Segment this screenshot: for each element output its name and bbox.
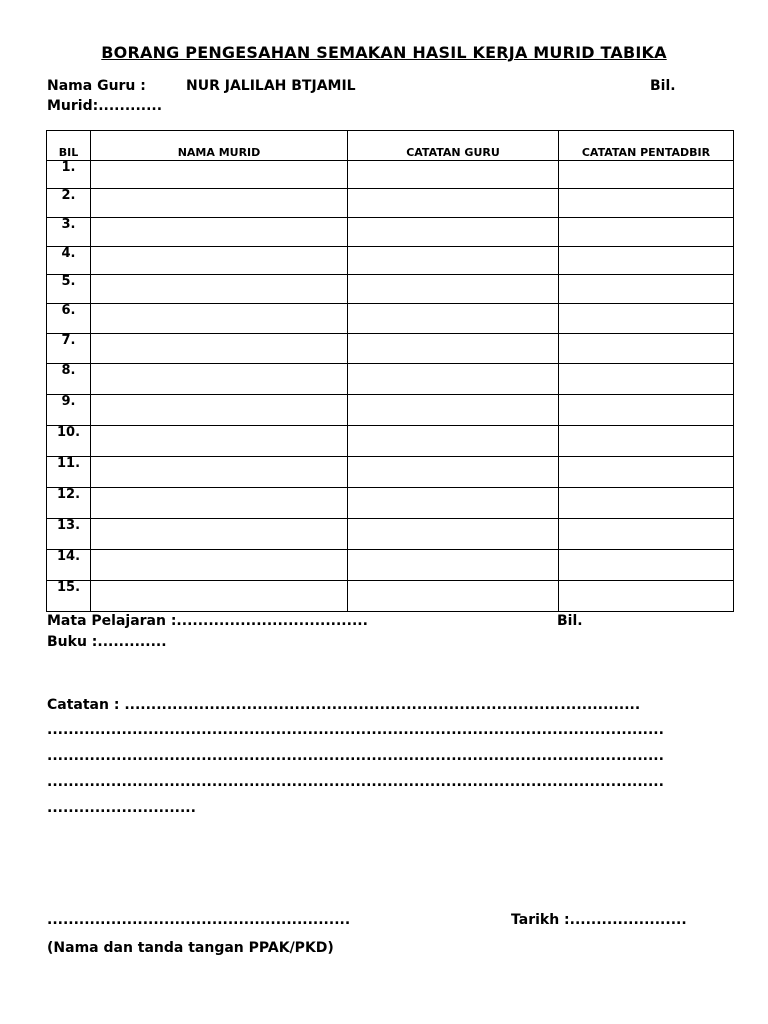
table-row xyxy=(47,364,734,395)
catatan-pentadbir-cell xyxy=(559,395,734,426)
nama-murid-cell xyxy=(91,395,348,426)
notes-line-1: Catatan : ................................................................................................. xyxy=(47,697,641,713)
notes-line-4: .................................................................................................................... xyxy=(47,774,664,790)
row-number: 7. xyxy=(47,334,91,364)
table-row xyxy=(47,334,734,364)
catatan-guru-cell xyxy=(348,364,559,395)
row-number: 11. xyxy=(47,457,91,488)
row-number: 10. xyxy=(47,426,91,457)
catatan-pentadbir-cell xyxy=(559,189,734,218)
catatan-pentadbir-cell xyxy=(559,550,734,581)
column-header-bil: BIL xyxy=(47,131,91,161)
date-field: Tarikh :...................... xyxy=(511,912,687,928)
table-row xyxy=(47,304,734,334)
table-row xyxy=(47,247,734,275)
nama-murid-cell xyxy=(91,488,348,519)
catatan-guru-cell xyxy=(348,334,559,364)
row-number: 5. xyxy=(47,275,91,304)
nama-murid-cell xyxy=(91,304,348,334)
column-header-catatan-guru: CATATAN GURU xyxy=(348,131,559,161)
nama-murid-cell xyxy=(91,161,348,189)
catatan-guru-cell xyxy=(348,519,559,550)
catatan-pentadbir-cell xyxy=(559,457,734,488)
table-row xyxy=(47,426,734,457)
nama-murid-cell xyxy=(91,457,348,488)
nama-murid-cell xyxy=(91,519,348,550)
table-row xyxy=(47,488,734,519)
row-number: 4. xyxy=(47,247,91,275)
table-header-row xyxy=(47,131,734,161)
catatan-guru-cell xyxy=(348,304,559,334)
catatan-pentadbir-cell xyxy=(559,581,734,612)
nama-murid-cell xyxy=(91,426,348,457)
nama-murid-cell xyxy=(91,550,348,581)
student-count-label: Bil. xyxy=(650,78,676,94)
catatan-pentadbir-cell xyxy=(559,275,734,304)
nama-murid-cell xyxy=(91,275,348,304)
table-row xyxy=(47,395,734,426)
column-header-catatan-pentadbir: CATATAN PENTADBIR xyxy=(559,131,734,161)
nama-murid-cell xyxy=(91,218,348,247)
student-table xyxy=(46,130,734,612)
row-number: 13. xyxy=(47,519,91,550)
teacher-name: NUR JALILAH BTJAMIL xyxy=(186,78,356,94)
catatan-guru-cell xyxy=(348,161,559,189)
catatan-guru-cell xyxy=(348,247,559,275)
catatan-pentadbir-cell xyxy=(559,426,734,457)
catatan-pentadbir-cell xyxy=(559,334,734,364)
catatan-guru-cell xyxy=(348,426,559,457)
table-row xyxy=(47,581,734,612)
catatan-guru-cell xyxy=(348,550,559,581)
catatan-guru-cell xyxy=(348,488,559,519)
nama-murid-cell xyxy=(91,581,348,612)
catatan-guru-cell xyxy=(348,275,559,304)
book-count-field: Buku :............. xyxy=(47,634,167,650)
table-row xyxy=(47,519,734,550)
catatan-pentadbir-cell xyxy=(559,218,734,247)
catatan-pentadbir-cell xyxy=(559,519,734,550)
catatan-guru-cell xyxy=(348,189,559,218)
subject-field: Mata Pelajaran :.................................... xyxy=(47,613,368,629)
table-row xyxy=(47,457,734,488)
catatan-guru-cell xyxy=(348,581,559,612)
catatan-pentadbir-cell xyxy=(559,161,734,189)
student-count-field: Murid:............ xyxy=(47,98,163,114)
row-number: 3. xyxy=(47,218,91,247)
row-number: 6. xyxy=(47,304,91,334)
row-number: 14. xyxy=(47,550,91,581)
catatan-pentadbir-cell xyxy=(559,488,734,519)
table-body xyxy=(47,161,734,612)
row-number: 2. xyxy=(47,189,91,218)
table-row xyxy=(47,189,734,218)
column-header-nama-murid: NAMA MURID xyxy=(91,131,348,161)
table-row xyxy=(47,161,734,189)
notes-line-3: .................................................................................................................... xyxy=(47,748,664,764)
catatan-guru-cell xyxy=(348,218,559,247)
row-number: 1. xyxy=(47,161,91,189)
catatan-pentadbir-cell xyxy=(559,364,734,395)
teacher-label: Nama Guru : xyxy=(47,78,146,94)
table-row xyxy=(47,275,734,304)
nama-murid-cell xyxy=(91,364,348,395)
catatan-pentadbir-cell xyxy=(559,304,734,334)
nama-murid-cell xyxy=(91,189,348,218)
row-number: 8. xyxy=(47,364,91,395)
signature-caption: (Nama dan tanda tangan PPAK/PKD) xyxy=(47,940,334,956)
row-number: 15. xyxy=(47,581,91,612)
catatan-pentadbir-cell xyxy=(559,247,734,275)
notes-line-2: .................................................................................................................... xyxy=(47,722,664,738)
row-number: 12. xyxy=(47,488,91,519)
catatan-guru-cell xyxy=(348,395,559,426)
catatan-guru-cell xyxy=(348,457,559,488)
table-row xyxy=(47,550,734,581)
signature-line: ......................................................... xyxy=(47,912,351,928)
nama-murid-cell xyxy=(91,334,348,364)
row-number: 9. xyxy=(47,395,91,426)
table-row xyxy=(47,218,734,247)
book-count-label: Bil. xyxy=(557,613,583,629)
form-title: BORANG PENGESAHAN SEMAKAN HASIL KERJA MURID TABIKA xyxy=(101,43,667,62)
nama-murid-cell xyxy=(91,247,348,275)
notes-line-5: ............................ xyxy=(47,800,196,816)
